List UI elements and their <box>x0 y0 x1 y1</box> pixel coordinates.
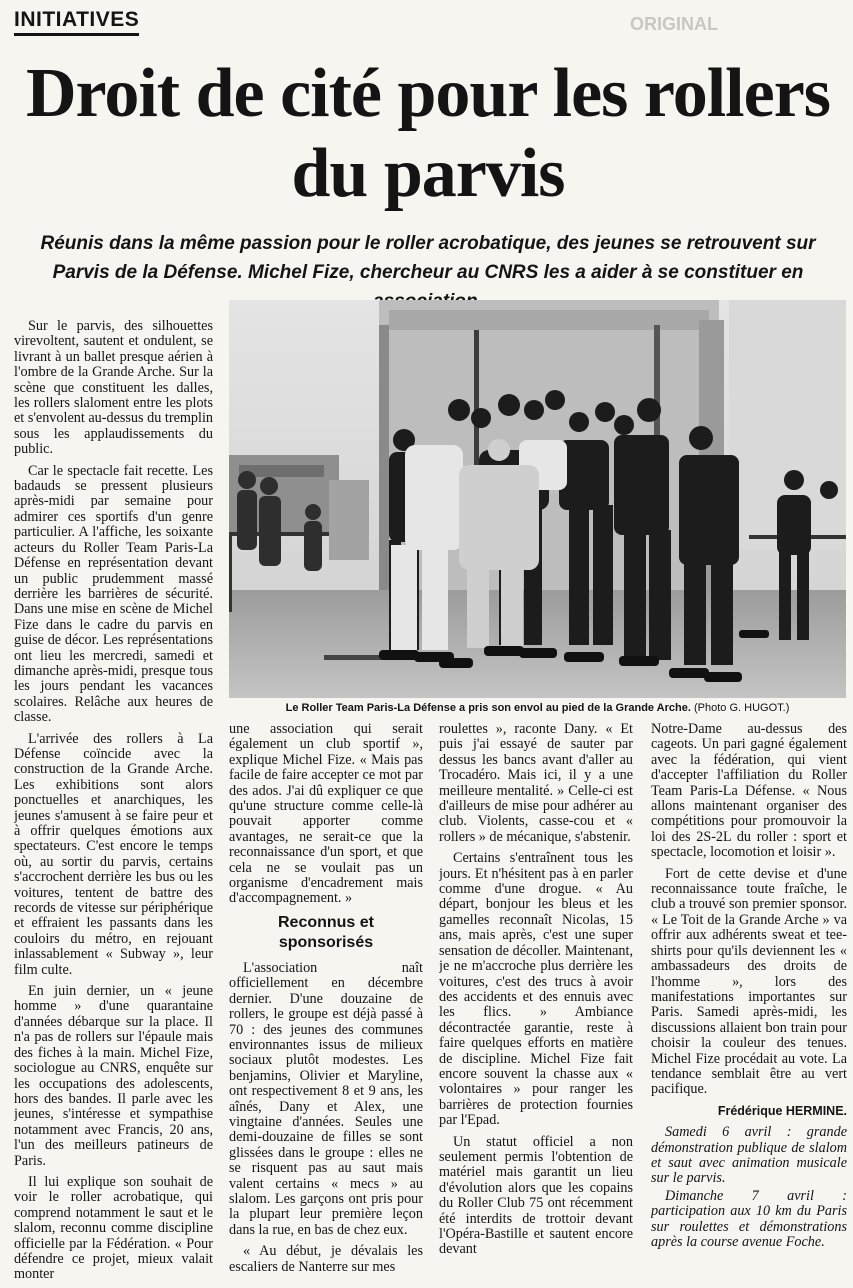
article-column-4 <box>651 722 847 1288</box>
paragraph: Sur le parvis, des silhouettes virevoltent, sautent et ondulent, se livrant à un ballet presque aérien à l'ombre de la Grande Arche. Sur la scène que constituent les dalles, les rollers slaloment entre les plots et s'envolent au-dessus du tremplin sous les applaudissements du public. <box>14 319 213 458</box>
article-column-3 <box>439 722 633 1288</box>
bleed-through-text: ORIGINAL <box>630 14 718 34</box>
section-label: INITIATIVES <box>14 8 139 36</box>
paragraph: L'association naît officiellement en décembre dernier. D'une douzaine de rollers, le groupe est déjà passé à 70 : des jeunes des communes environnantes issus de milieux sociaux plutôt modestes. Les benjamins, Olivier et Maryline, ont respectivement 8 et 9 ans, les aînés, Dany et Alex, une vingtaine d'années. Seules une demi-douzaine de filles se sont glissées dans le groupe : elles ne se risquent pas au saut mais valent certains « mecs » au slalom. Les garçons ont pris pour la plupart leur première leçon dans la rue, en bas de chez eux. <box>229 959 423 1238</box>
article-column-2 <box>229 722 423 1288</box>
event-item: Samedi 6 avril : grande démonstration publique de slalom et saut avec animation musicale sur le parvis. <box>651 1124 847 1187</box>
paragraph: L'arrivée des rollers à La Défense coïncide avec la construction de la Grande Arche. Les exhibitions sont alors ponctuelles et anarchiques, les jeunes s'amusent à se faire peur et à offrir quelques émotions aux spectateurs. C'est encore le temps où, au sortir du parvis, certains s'accrochent derrière les bus ou les voitures, tentent de battre des records de vitesse sur périphérique et effraient les passants dans les couloirs du métro, en rejouant inlassablement « Subway », leur film culte. <box>14 730 213 978</box>
paragraph: Il lui explique son souhait de voir le roller acrobatique, qui comprend notamment le saut et le slalom, reconnu comme discipline officielle par la Fédération. « Pour défendre ce projet, mieux valait monter <box>14 1173 213 1283</box>
paragraph: Un statut officiel a non seulement permis l'obtention de matériel mais garantit un lieu d'évolution alors que les copains du Roller Club 75 ont récemment été interdits de trottoir devant l'Opéra-Bastille et sautent encore devant <box>439 1133 633 1258</box>
headline: Droit de cité pour les rollers du parvis <box>25 55 831 212</box>
dek: Réunis dans la même passion pour le roller acrobatique, des jeunes se retrouvent sur Parvis de la Défense. Michel Fize, chercheur au CNRS les a aider à se constituer en <box>40 233 816 283</box>
photo-illustration <box>229 300 846 698</box>
paragraph: roulettes », raconte Dany. « Et puis j'ai essayé de sauter par dessus les bancs avant d'aller au Trocadéro. Mais ici, il y a une meilleure mentalité. » Celle-ci est d'ailleurs de mise pour adhérer au club. Violents, casse-cou et « rollers » de mécanique, s'abstenir. <box>439 722 633 845</box>
paragraph: Notre-Dame au-dessus des cageots. Un pari gagné également avec la fédération, qui vient d'accepter l'affiliation du Roller Team Paris-La Défense. « Nous allons maintenant organiser des compétitions pour promouvoir la loi des 2S-2L du roller : sport et spectacle, locomotion et loisir ». <box>651 722 847 861</box>
event-listing <box>651 1125 847 1250</box>
paragraph: Certains s'entraînent tous les jours. Et n'hésitent pas à en parler comme d'une drogue. « Au départ, bonjour les bleus et les gamelles reconnaît Nicolas, 15 ans, mais après, c'est une super sensation de décoller. Maintenant, je ne m'accroche plus derrière les voitures, c'est des trucs à avoir des accidents et des ennuis avec les flics. » Ambiance décontractée garantie, reste à faire quelques efforts en matière de discipline. Michel Fize fait encore souvent la chasse aux « volontaires » pour ranger les barrières de protection fournies par l'Epad. <box>439 850 633 1129</box>
photo-caption <box>229 700 846 716</box>
event-item: Dimanche 7 avril : participation aux 10 km du Paris sur roulettes et démonstrations après la course avenue Foche. <box>651 1187 847 1250</box>
group-photo <box>229 300 846 698</box>
paragraph: Fort de cette devise et d'une reconnaissance toute fraîche, le club a trouvé son premier sponsor. « Le Toit de la Grande Arche » va offrir aux adhérents sweat et tee-shirts pour qu'ils deviennent les « ambassadeurs des droits de l'homme », lors des manifestations importantes sur Paris. Samedi après-midi, les discussions allaient bon train pour choisir la couleur des tenues. Michel Fize procédait au vote. La tendance semblait être au vert pacifique. <box>651 865 847 1098</box>
author-signature: Frédérique HERMINE. <box>717 1103 847 1118</box>
subheading: Reconnus et sponsorisés <box>277 913 374 951</box>
caption-text: Le Roller Team Paris-La Défense a pris son envol au pied de la Grande Arche. <box>285 702 691 714</box>
paragraph: « Au début, je dévalais les escaliers de Nanterre sur mes <box>229 1243 423 1275</box>
article-column-1 <box>14 319 213 1287</box>
paragraph: une association qui serait également un club sportif », explique Michel Fize. « Mais pas facile de faire accepter ce mot par des ados. J'ai dû expliquer ce que qu'une structure comme celle-là pouvait apporter comme avantages, ne serait-ce que la reconnaissance d'un sport, et que cela ne se voulait pas un organisme d'encadrement mais d'accompagnement. » <box>229 722 423 907</box>
photo-credit: (Photo G. HUGOT.) <box>694 702 790 714</box>
paragraph: En juin dernier, un « jeune homme » d'une quarantaine d'années débarque sur la place. Il n'a pas de rollers sur l'épaule mais des fiches à la main. Michel Fize, sociologue au CNRS, enquête sur les occupations des adolescents, hors des bandes. Il parle avec les jeunes, s'intéresse et sympathise notamment avec Francis, 20 ans, l'un des meilleurs patineurs de Paris. <box>14 983 213 1169</box>
paragraph: Car le spectacle fait recette. Les badauds se pressent plusieurs après-midi par semaine pour admirer ces sportifs d'un genre particulier. A l'affiche, les soixante acteurs du Roller Team Paris-La Défense en représentation devant un public prudemment massé derrière les barrières de sécurité. Dans une mise en scène de Michel Fize dans le cadre du parvis en guise de décor. Les représentations ont lieu les mercredi, samedi et dimanche après-midi, presque tous les jours pendant les vacances scolaires. Relâche aux heures de classe. <box>14 462 213 726</box>
